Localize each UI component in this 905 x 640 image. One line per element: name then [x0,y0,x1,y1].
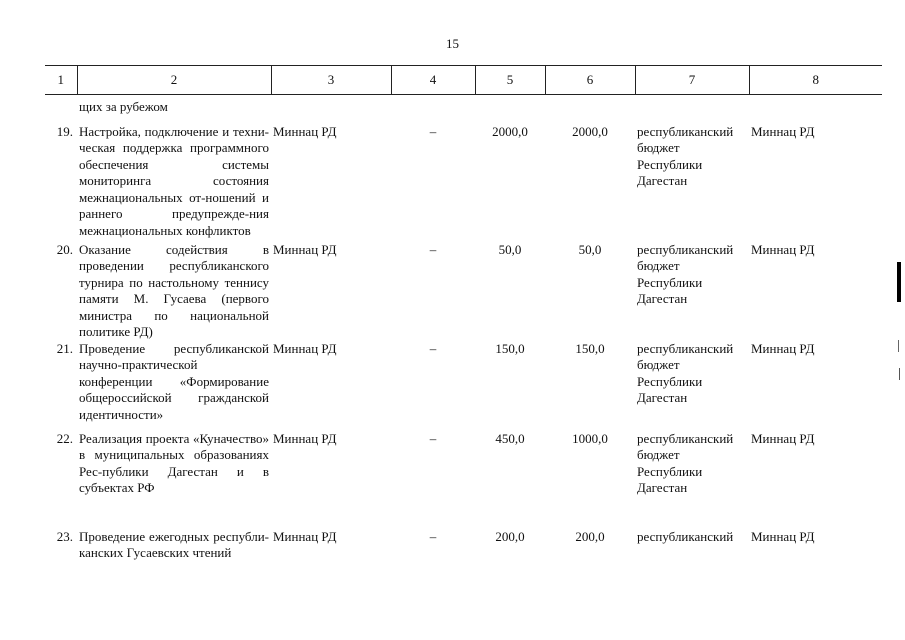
row-executor: Миннац РД [273,241,337,257]
row-executor: Миннац РД [273,340,337,356]
header-cell-2: 2 [77,66,271,95]
header-cell-4: 4 [391,66,475,95]
row-responsible: Миннац РД [751,528,815,544]
scan-edge-mark [897,262,901,302]
scan-edge-tick [899,368,900,380]
continuation-empty [271,95,882,124]
header-cell-8: 8 [749,66,882,95]
header-cell-3: 3 [271,66,391,95]
row-funding-source: республиканский [637,528,734,544]
row-col4: – [429,241,437,257]
header-cell-5: 5 [475,66,545,95]
row-responsible: Миннац РД [751,430,815,446]
row-amount-col6: 1000,0 [572,430,608,446]
row-description: Проведение республиканской научно-практической конференции «Формирование общероссийской гражданской идентичности» [79,340,269,422]
row-number: 20. [56,241,73,257]
table-row [45,242,882,341]
page-number: 15 [446,36,459,51]
table-row [45,431,882,529]
row-col4: – [429,123,437,139]
row-description: Оказание содействия в проведении республиканского турнира по настольному теннису памяти М. Гусаева (первого министра по национальной политике РД) [79,241,269,339]
row-amount-col6: 50,0 [578,241,602,257]
row-amount-col6: 2000,0 [572,123,608,139]
row-funding-source: республиканский бюджет Республики Дагестан [637,241,734,306]
header-cell-6: 6 [545,66,635,95]
row-amount-col5: 2000,0 [492,123,528,139]
row-number: 19. [56,123,73,139]
row-responsible: Миннац РД [751,241,815,257]
row-amount-col5: 50,0 [498,241,522,257]
row-description: Настройка, подключение и техни-ческая поддержка программного обеспечения системы мониторинга состояния межнациональных от-ношений и раннего предупрежде-ния межнациональных конфликтов [79,123,269,238]
continuation-text: щих за рубежом [79,99,168,114]
row-amount-col6: 200,0 [575,528,605,544]
table-row [45,124,882,242]
table-row [45,529,882,569]
scan-edge-tick [898,340,899,352]
row-responsible: Миннац РД [751,123,815,139]
row-funding-source: республиканский бюджет Республики Дагестан [637,123,734,188]
row-executor: Миннац РД [273,430,337,446]
header-cell-7: 7 [635,66,749,95]
row-executor: Миннац РД [273,123,337,139]
row-executor: Миннац РД [273,528,337,544]
row-number: 23. [56,528,73,544]
continuation-row [45,95,882,124]
row-responsible: Миннац РД [751,340,815,356]
continuation-num-cell [45,95,77,124]
row-col4: – [429,528,437,544]
row-number: 22. [56,430,73,446]
row-description: Реализация проекта «Куначество» в муниципальных образованиях Рес-публики Дагестан и в субъектах РФ [79,430,269,495]
row-amount-col5: 150,0 [495,340,525,356]
header-row [45,66,882,95]
row-col4: – [429,430,437,446]
row-amount-col6: 150,0 [575,340,605,356]
row-description: Проведение ежегодных республи-канских Гусаевских чтений [79,528,269,560]
table-row [45,341,882,431]
row-amount-col5: 450,0 [495,430,525,446]
row-amount-col5: 200,0 [495,528,525,544]
row-number: 21. [56,340,73,356]
header-cell-1: 1 [45,66,77,95]
row-funding-source: республиканский бюджет Республики Дагестан [637,340,734,405]
row-funding-source: республиканский бюджет Республики Дагестан [637,430,734,495]
row-col4: – [429,340,437,356]
program-table [45,65,882,569]
